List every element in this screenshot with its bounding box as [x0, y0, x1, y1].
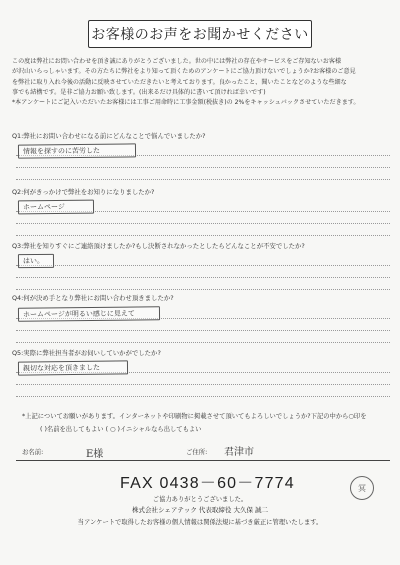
question-3-label: Q3:弊社を知りすぐにご連絡頂けましたか?もし決断されなかったとしたらどんなことが不安でしたか? [12, 242, 305, 250]
privacy-notice: 当アンケートで取得したお客様の個人情報は関係法規に基づき厳正に管理いたします。 [77, 519, 323, 526]
company-signature: 株式会社シェアテック 代表取締役 大久保 誠二 [131, 506, 269, 514]
name-address-row [16, 445, 390, 461]
question-4-answer-area [16, 306, 390, 346]
question-3-answer-area [16, 253, 390, 293]
seal-stamp-icon: 冥 [350, 476, 374, 500]
question-1-label: Q1:弊社にお問い合わせになる前にどんなことで悩んでいましたか? [12, 132, 206, 140]
name-label: お名前: [22, 448, 44, 456]
address-label: ご住所: [186, 448, 208, 456]
intro-text: この度は弊社にお問い合わせを頂き誠にありがとうございました。世の中には弊社の存在やサービスをご存知ないお客様 が沢山いらっしゃいます。その方たちに弊社をより知って頂くためのアンケートにご協力頂けないでしょうか?お客様のご意見 を弊社に取り入れ今後の活動に反映させていただきたいと考えております。良かったこと、聞いたことなどのような些細な 事でも結構です。是非ご協力お願い致します。(出来るだけ具体的に書いて頂ければ幸いです) *本アンケートにご記入いただいたお客様には工事ご用命時に工事金額(税抜き)の 2%をキャッシュバックさせていただきます。 [12, 58, 360, 107]
question-1-answer: 情報を探すのに苦労した [18, 143, 136, 158]
question-2-answer-area [16, 199, 390, 239]
consent-question: *上記についてお願いがあります。インターネットや印刷物に掲載させて頂いてもよろしいでしょうか?下記の中から○印を [22, 413, 367, 420]
question-4-label: Q4:何が決め手となり弊社にお問い合わせ頂きましたか? [12, 294, 174, 302]
question-2-answer: ホームページ [18, 200, 94, 215]
consent-options: ( )名前を出してもよい ( ○ )イニシャルなら出してもよい [40, 426, 202, 433]
question-4-answer: ホームページが明るい感じに見えて [18, 306, 160, 321]
question-5-answer-area [16, 360, 390, 400]
question-3-answer: はい。 [18, 254, 54, 268]
question-5-answer: 親切な対応を頂きました [18, 360, 128, 375]
fax-number: FAX 0438－60－7774 [120, 475, 295, 492]
question-2-label: Q2:何がきっかけで弊社をお知りになりましたか? [12, 188, 155, 196]
question-1-answer-area [16, 143, 390, 183]
name-value: E様 [86, 449, 104, 460]
address-value: 君津市 [224, 447, 254, 458]
thanks-text: ご協力ありがとうございました。 [152, 496, 248, 503]
question-5-label: Q5:実際に弊社担当者がお伺いしていかがでしたか? [12, 349, 161, 357]
page-title: お客様のお声をお聞かせください [88, 20, 312, 48]
